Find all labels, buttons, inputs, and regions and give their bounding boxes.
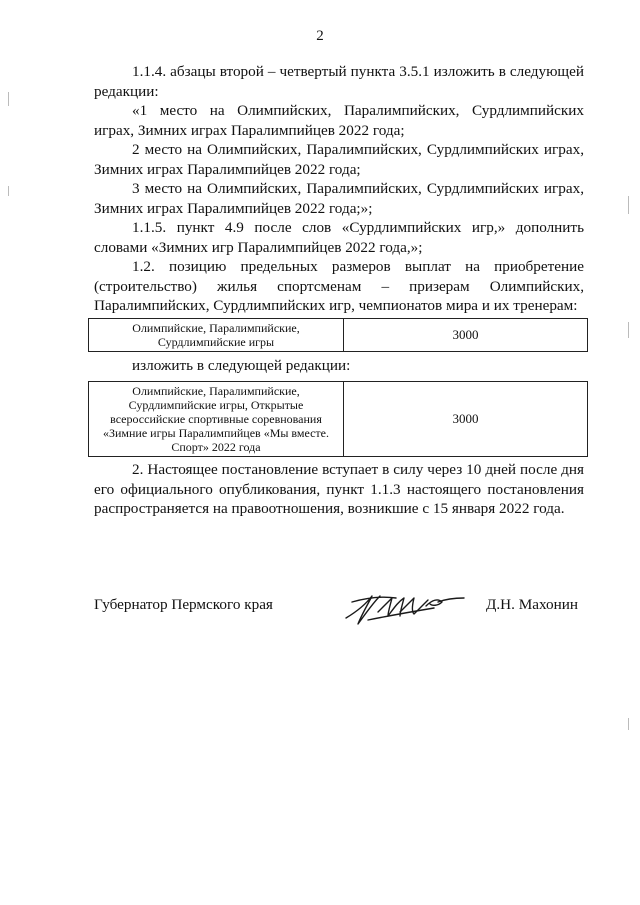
table-cell-value: 3000 <box>344 382 588 457</box>
paragraph-1-1-4: 1.1.4. абзацы второй – четвертый пункта 3.5.1 изложить в следующей редакции: <box>94 63 584 100</box>
scan-mark <box>628 196 629 214</box>
scan-mark <box>8 186 9 196</box>
table-row <box>89 382 588 457</box>
paragraph-2: 2. Настоящее постановление вступает в силу через 10 дней после дня его официального опубликования, пункт 1.1.3 настоящего постановления распространяется на правоотношения, возникшие с 15 января 2022 года. <box>94 461 584 517</box>
paragraph-second-place: 2 место на Олимпийских, Паралимпийских, Сурдлимпийских играх, Зимних играх Паралимпийцев 2022 года; <box>94 141 584 178</box>
table-cell-label: Олимпийские, Паралимпийские, Сурдлимпийские игры <box>89 319 344 352</box>
signatory-title: Губернатор Пермского края <box>94 596 273 613</box>
paragraph-1-1-5: 1.1.5. пункт 4.9 после слов «Сурдлимпийских игр,» дополнить словами «Зимних игр Паралимпийцев 2022 года,»; <box>94 219 584 256</box>
paragraph-first-place: «1 место на Олимпийских, Паралимпийских, Сурдлимпийских играх, Зимних играх Паралимпийцев 2022 года; <box>94 102 584 139</box>
paragraph-third-place: 3 место на Олимпийских, Паралимпийских, Сурдлимпийских играх, Зимних играх Паралимпийцев 2022 года;»; <box>94 180 584 217</box>
payment-table-new <box>88 381 588 457</box>
table-cell-label: Олимпийские, Паралимпийские, Сурдлимпийские игры, Открытые всероссийские спортивные соревнования «Зимние игры Паралимпийцев «Мы вместе. Спорт» 2022 года <box>89 382 344 457</box>
between-text: изложить в следующей редакции: <box>132 357 351 374</box>
scan-mark <box>628 718 629 730</box>
handwritten-signature <box>338 582 468 632</box>
table-cell-value: 3000 <box>344 319 588 352</box>
table-row <box>89 319 588 352</box>
signatory-name: Д.Н. Махонин <box>486 596 578 613</box>
paragraph-1-2: 1.2. позицию предельных размеров выплат на приобретение (строительство) жилья спортсменам – призерам Олимпийских, Паралимпийских, Сурдлимпийских игр, чемпионатов мира и их тренерам: <box>94 258 584 314</box>
payment-table-old <box>88 318 588 352</box>
scan-mark <box>8 92 9 106</box>
page-number: 2 <box>316 28 324 44</box>
scan-mark <box>628 322 629 338</box>
